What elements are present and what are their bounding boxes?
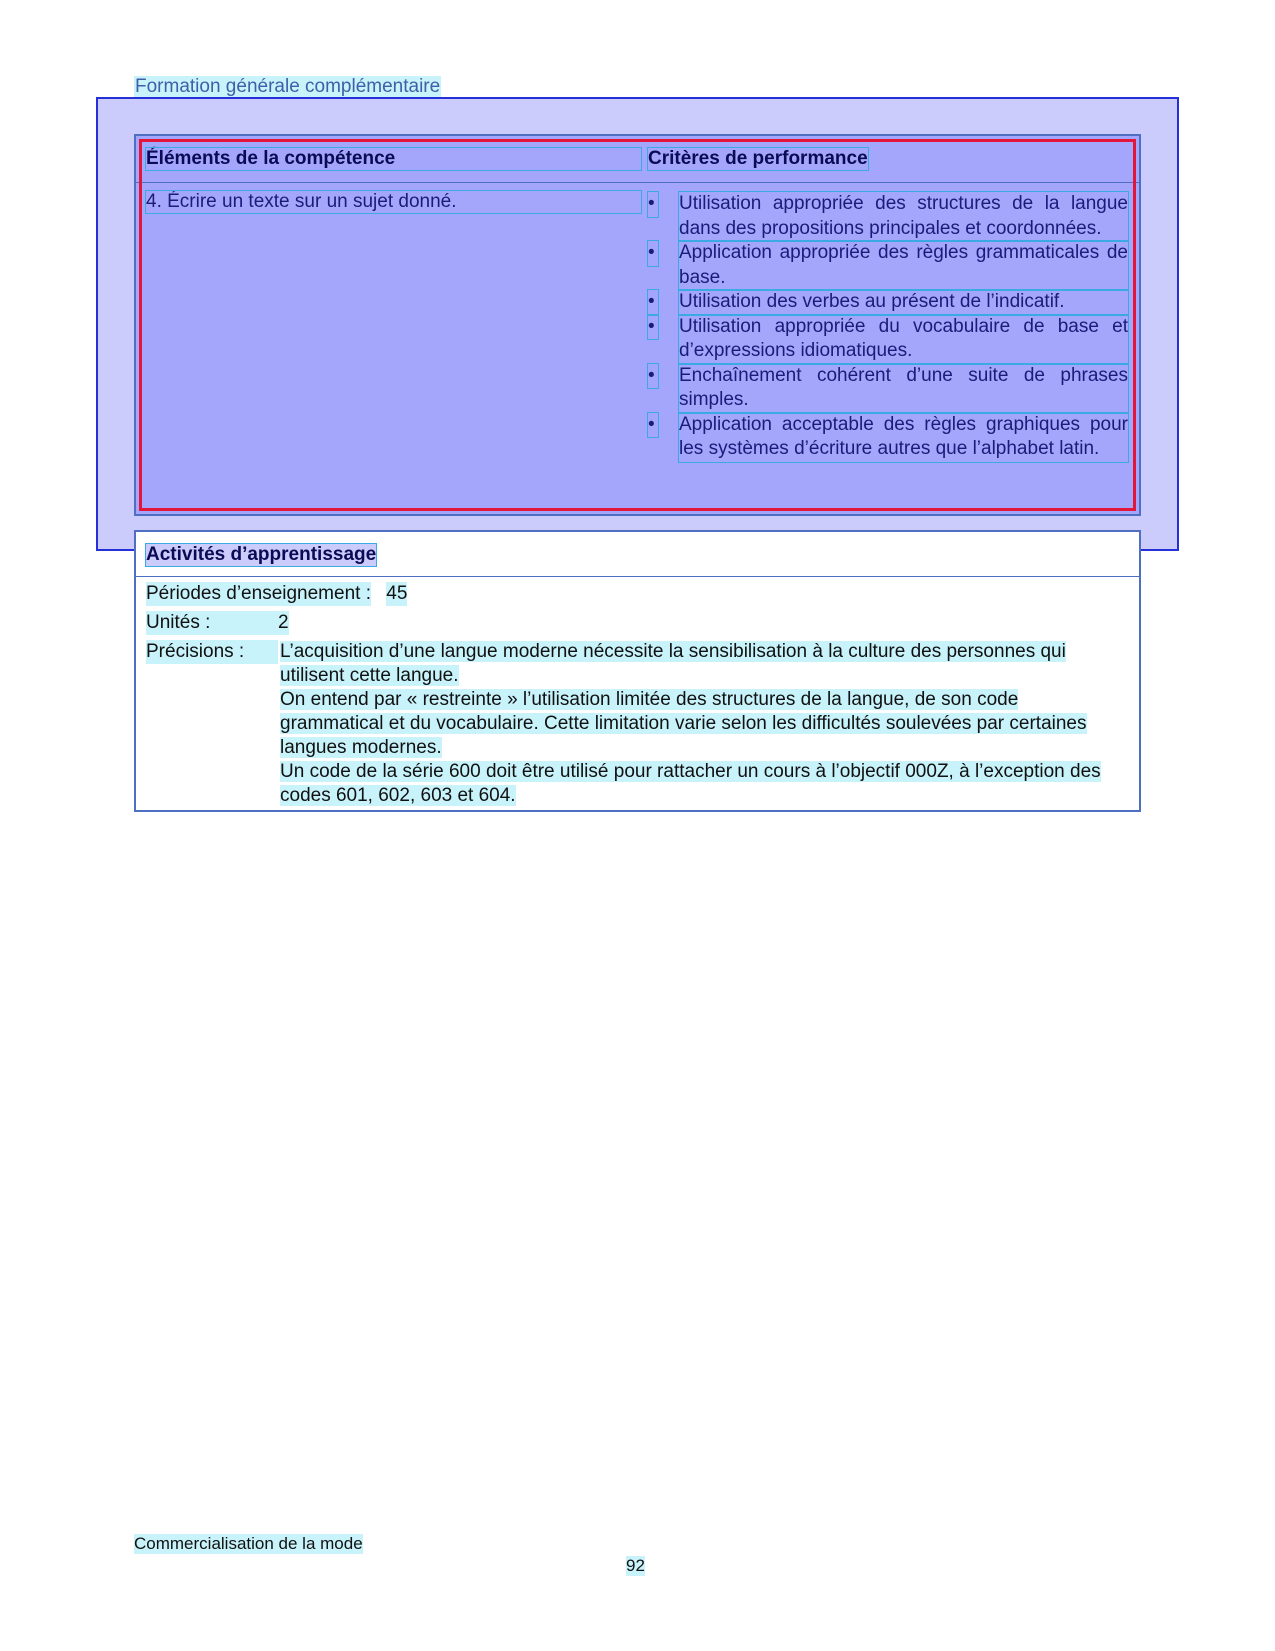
criteria-item — [648, 364, 1128, 413]
unites-label: Unités : — [146, 611, 278, 635]
bullet-icon: • — [648, 290, 658, 315]
footer-page-number: 92 — [626, 1556, 645, 1575]
criteria-text: Application acceptable des règles graphiques pour les systèmes d’écriture autres que l’alphabet latin. — [679, 413, 1128, 462]
periodes-row — [146, 582, 407, 606]
criteria-text: Utilisation des verbes au présent de l’indicatif. — [679, 290, 1128, 315]
unites-value: 2 — [278, 612, 289, 633]
footer-program: Commercialisation de la mode — [134, 1534, 363, 1553]
unites-row — [146, 611, 289, 635]
precision-text: On entend par « restreinte » l’utilisation limitée des structures de la langue, de son code grammatical et du vocabulaire. Cette limitation varie selon les difficultés soulevées par certaines langues modernes. — [280, 689, 1087, 758]
running-header-title: Formation générale complémentaire — [135, 76, 441, 97]
precision-paragraph — [280, 640, 1115, 688]
criteria-item — [648, 290, 1128, 315]
criteria-text: Application appropriée des règles grammaticales de base. — [679, 241, 1128, 290]
bullet-icon: • — [648, 413, 658, 438]
periodes-value: 45 — [386, 583, 408, 604]
criteria-item — [648, 192, 1128, 241]
precision-text: Un code de la série 600 doit être utilisé pour rattacher un cours à l’objectif 000Z, à l’exception des codes 601, 602, 603 et 604. — [280, 761, 1101, 806]
competence-table-header — [136, 136, 1139, 183]
activities-title: Activités d’apprentissage — [146, 544, 377, 565]
criteria-item — [648, 413, 1128, 462]
criteria-text: Utilisation appropriée des structures de la langue dans des propositions principales et coordonnées. — [679, 192, 1128, 241]
precision-text: L’acquisition d’une langue moderne nécessite la sensibilisation à la culture des personnes qui utilisent cette langue. — [280, 641, 1066, 686]
criteria-list — [648, 192, 1128, 462]
criteria-text: Utilisation appropriée du vocabulaire de base et d’expressions idiomatiques. — [679, 315, 1128, 364]
bullet-icon: • — [648, 315, 658, 340]
criteria-item — [648, 241, 1128, 290]
precision-paragraph — [280, 688, 1115, 760]
competence-element: 4. Écrire un texte sur un sujet donné. — [146, 191, 641, 213]
criteria-item — [648, 315, 1128, 364]
periodes-label: Périodes d’enseignement : — [146, 583, 371, 604]
column-header-elements: Éléments de la compétence — [146, 148, 641, 170]
bullet-icon: • — [648, 364, 658, 389]
bullet-icon: • — [648, 192, 658, 217]
precisions-row — [146, 640, 278, 664]
precisions-label: Précisions : — [146, 640, 278, 664]
activities-divider — [136, 576, 1139, 577]
precision-paragraph — [280, 760, 1115, 808]
criteria-text: Enchaînement cohérent d’une suite de phrases simples. — [679, 364, 1128, 413]
activities-table — [134, 530, 1141, 812]
precisions-text — [280, 640, 1115, 808]
bullet-icon: • — [648, 241, 658, 266]
column-header-criteria: Critères de performance — [648, 148, 868, 169]
competence-table — [134, 134, 1141, 516]
